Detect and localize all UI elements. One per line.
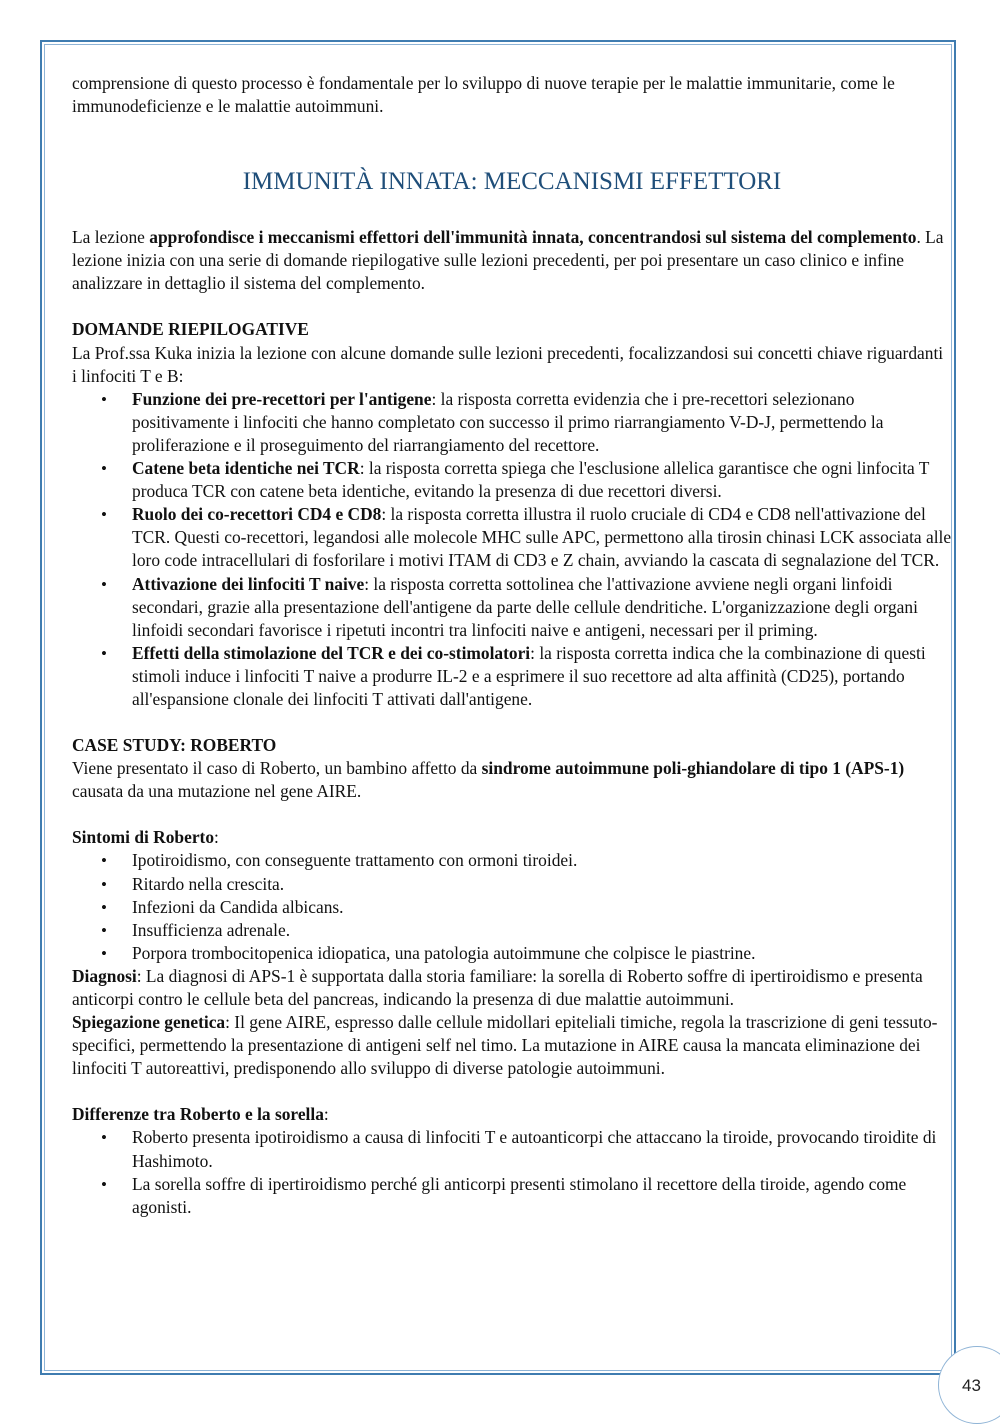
list-item: • Effetti della stimolazione del TCR e dei co-stimolatori: la risposta corretta indica che la combinazione di questi stimoli induce i linfociti T naive a produrre IL-2 e a esprimere il suo recettore ad alta affinità (CD25), portando all'espansione clonale dei linfociti T attivati dall'antigene. (132, 642, 952, 711)
review-list (72, 388, 952, 711)
review-heading: DOMANDE RIEPILOGATIVE (72, 319, 309, 340)
intro-paragraph: comprensione di questo processo è fondamentale per lo sviluppo di nuove terapie per le malattie immunitarie, come le immunodeficienze e le malattie autoimmuni. (72, 73, 895, 117)
symptoms-list (72, 849, 952, 964)
list-item: • Porpora trombocitopenica idiopatica, una patologia autoimmune che colpisce le piastrine. (132, 942, 952, 965)
list-item: • Infezioni da Candida albicans. (132, 896, 952, 919)
case-study-intro: Viene presentato il caso di Roberto, un bambino affetto da sindrome autoimmune poli-ghiandolare di tipo 1 (APS-1) causata da una mutazione nel gene AIRE. (72, 758, 905, 802)
diagnosis-paragraph: Diagnosi: La diagnosi di APS-1 è supportata dalla storia familiare: la sorella di Roberto soffre di ipertiroidismo e presenta anticorpi contro le cellule beta del pancreas, indicando la presenza di due malattie autoimmuni. (72, 965, 923, 1009)
page-number: 43 (962, 1376, 981, 1395)
list-item: • Roberto presenta ipotiroidismo a causa di linfociti T e autoanticorpi che attaccano la tiroide, provocando tiroidite di Hashimoto. (132, 1126, 952, 1172)
list-item: • Attivazione dei linfociti T naive: la risposta corretta sottolinea che l'attivazione avviene negli organi linfoidi secondari, grazie alla presentazione dell'antigene da parte delle cellule dendritiche. L'organizzazione degli organi linfoidi secondari favorisce i ripetuti incontri tra linfociti naive e antigeni, necessari per il priming. (132, 573, 952, 642)
lesson-intro-paragraph: La lezione approfondisce i meccanismi effettori dell'immunità innata, concentrandosi sul sistema del complemento. La lezione inizia con una serie di domande riepilogative sulle lezioni precedenti, per poi presentare un caso clinico e infine analizzare in dettaglio il sistema del complemento. (72, 227, 944, 294)
case-study-heading: CASE STUDY: ROBERTO (72, 735, 277, 756)
lesson-intro-bold: approfondisce i meccanismi effettori dell'immunità innata, concentrandosi sul sistema del complemento (149, 227, 917, 248)
differences-list (72, 1126, 952, 1218)
list-item: • La sorella soffre di ipertiroidismo perché gli anticorpi presenti stimolano il recettore della tiroide, agendo come agonisti. (132, 1173, 952, 1219)
review-intro: La Prof.ssa Kuka inizia la lezione con alcune domande sulle lezioni precedenti, focalizzandosi sui concetti chiave riguardanti i linfociti T e B: (72, 342, 944, 386)
list-item: • Ipotiroidismo, con conseguente trattamento con ormoni tiroidei. (132, 849, 952, 872)
list-item: • Insufficienza adrenale. (132, 919, 952, 942)
list-item: • Funzione dei pre-recettori per l'antigene: la risposta corretta evidenzia che i pre-recettori selezionano positivamente i linfociti che hanno completato con successo il primo riarrangiamento V-D-J, permettendo la proliferazione e il proseguimento del riarrangiamento del recettore. (132, 388, 952, 457)
list-item: • Ritardo nella crescita. (132, 873, 952, 896)
genetics-paragraph: Spiegazione genetica: Il gene AIRE, espresso dalle cellule midollari epiteliali timiche, regola la trascrizione di geni tessuto-specifici, permettendo la presentazione di antigeni self nel timo. La mutazione in AIRE causa la mancata eliminazione dei linfociti T autoreattivi, predisponendo allo sviluppo di diverse patologie autoimmuni. (72, 1012, 938, 1079)
page-content (72, 72, 952, 1219)
list-item: • Ruolo dei co-recettori CD4 e CD8: la risposta corretta illustra il ruolo cruciale di CD4 e CD8 nell'attivazione del TCR. Questi co-recettori, legandosi alle molecole MHC sulle APC, permettono alla tirosin chinasi LCK associata alle loro code intracellulari di fosforilare i motivi ITAM di CD3 e Z chain, avviando la cascata di segnalazione del TCR. (132, 503, 952, 572)
section-title: IMMUNITÀ INNATA: MECCANISMI EFFETTORI (242, 168, 782, 196)
differences-heading: Differenze tra Roberto e la sorella: (72, 1104, 329, 1125)
symptoms-heading: Sintomi di Roberto: (72, 827, 219, 848)
list-item: • Catene beta identiche nei TCR: la risposta corretta spiega che l'esclusione allelica garantisce che ogni linfocita T produca TCR con catene beta identiche, evitando la presenza di due recettori diversi. (132, 457, 952, 503)
